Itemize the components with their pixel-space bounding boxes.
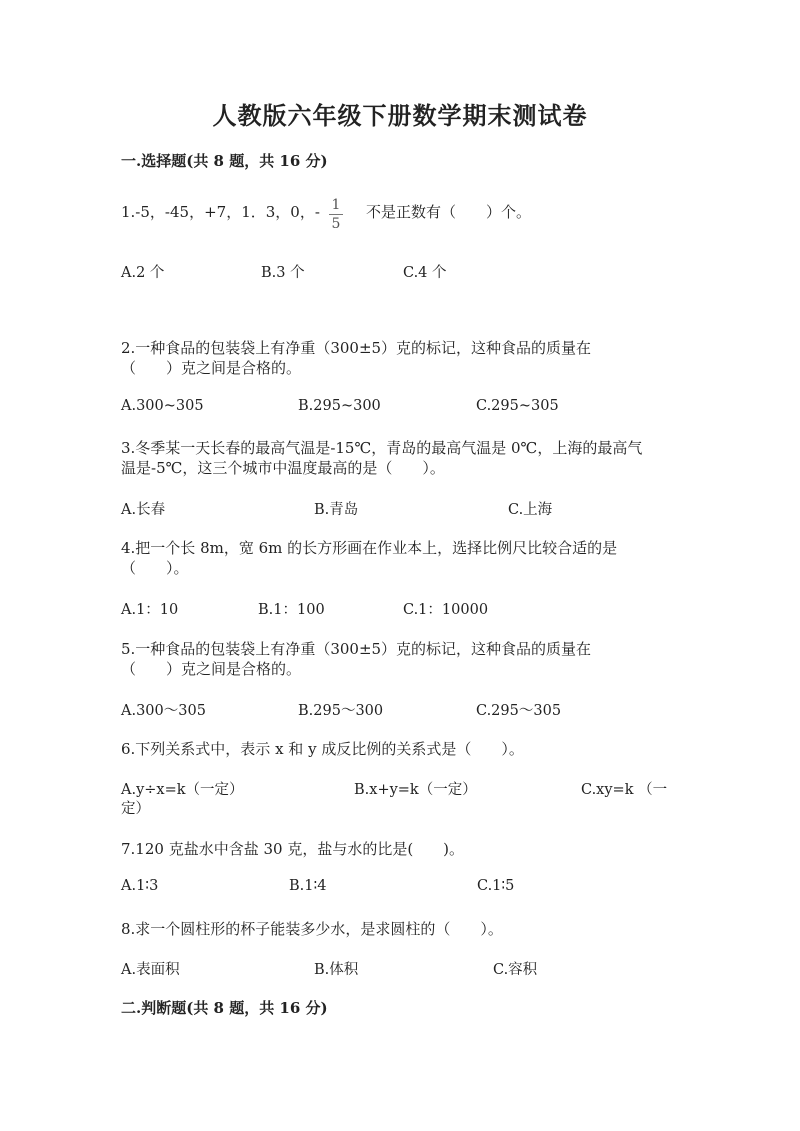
section-heading-judgment: 二.判断题(共 8 题，共 16 分)	[121, 999, 328, 1017]
question-8-line1: 8.求一个圆柱形的杯子能装多少水，是求圆柱的（ ）。	[121, 920, 503, 938]
fraction-one-fifth	[329, 197, 343, 232]
option-c: C.295～305	[476, 703, 562, 719]
option-c: C.4 个	[403, 265, 447, 281]
option-b: B.体积	[314, 962, 359, 978]
option-c-wrap: 定）	[121, 801, 150, 817]
page-title: 人教版六年级下册数学期末测试卷	[212, 101, 588, 130]
question-4-line2: （ ）。	[121, 559, 189, 577]
option-b: B.1：100	[258, 602, 325, 618]
section-heading-choice: 一.选择题(共 8 题，共 16 分)	[121, 152, 328, 170]
question-4-line1: 4.把一个长 8m，宽 6m 的长方形画在作业本上，选择比例尺比较合适的是	[121, 539, 618, 557]
question-2-line2: （ ）克之间是合格的。	[121, 359, 302, 377]
question-7-line1: 7.120 克盐水中含盐 30 克，盐与水的比是( )。	[121, 840, 465, 858]
question-3-line1: 3.冬季某一天长春的最高气温是-15℃，青岛的最高气温是 0℃，上海的最高气	[121, 439, 643, 457]
question-2-line1: 2.一种食品的包装袋上有净重（300±5）克的标记，这种食品的质量在	[121, 339, 592, 357]
option-a: A.1：10	[121, 602, 179, 618]
option-a: A.1∶3	[121, 878, 159, 894]
fraction-bar	[329, 214, 343, 215]
question-1-tail: 不是正数有（ ）个。	[366, 203, 532, 221]
option-a: A.y÷x=k（一定）	[121, 782, 244, 798]
option-b: B.3 个	[261, 265, 305, 281]
option-b: B.295～300	[298, 703, 384, 719]
option-a: A.300～305	[121, 703, 206, 719]
question-6-line1: 6.下列关系式中，表示 x 和 y 成反比例的关系式是（ ）。	[121, 740, 524, 758]
option-c: C.上海	[508, 502, 553, 518]
option-c: C.1∶5	[477, 878, 515, 894]
option-b: B.295~300	[298, 398, 381, 414]
option-b: B.x+y=k（一定）	[354, 782, 477, 798]
question-3-line2: 温是-5℃，这三个城市中温度最高的是（ ）。	[121, 459, 445, 477]
option-a: A.表面积	[121, 962, 180, 978]
option-c: C.xy=k （一	[581, 782, 668, 798]
option-b: B.青岛	[314, 502, 359, 518]
option-a: A.长春	[121, 502, 166, 518]
option-c: C.容积	[493, 962, 538, 978]
option-c: C.295~305	[476, 398, 559, 414]
fraction-denominator: 5	[331, 216, 341, 232]
option-c: C.1：10000	[403, 602, 489, 618]
question-5-line1: 5.一种食品的包装袋上有净重（300±5）克的标记，这种食品的质量在	[121, 640, 592, 658]
option-a: A.300~305	[121, 398, 204, 414]
question-5-line2: （ ）克之间是合格的。	[121, 660, 302, 678]
option-b: B.1∶4	[289, 878, 327, 894]
question-1-lead: 1.-5，-45，+7，1．3，0，-	[121, 203, 320, 221]
fraction-numerator: 1	[331, 197, 341, 213]
option-a: A.2 个	[121, 265, 165, 281]
